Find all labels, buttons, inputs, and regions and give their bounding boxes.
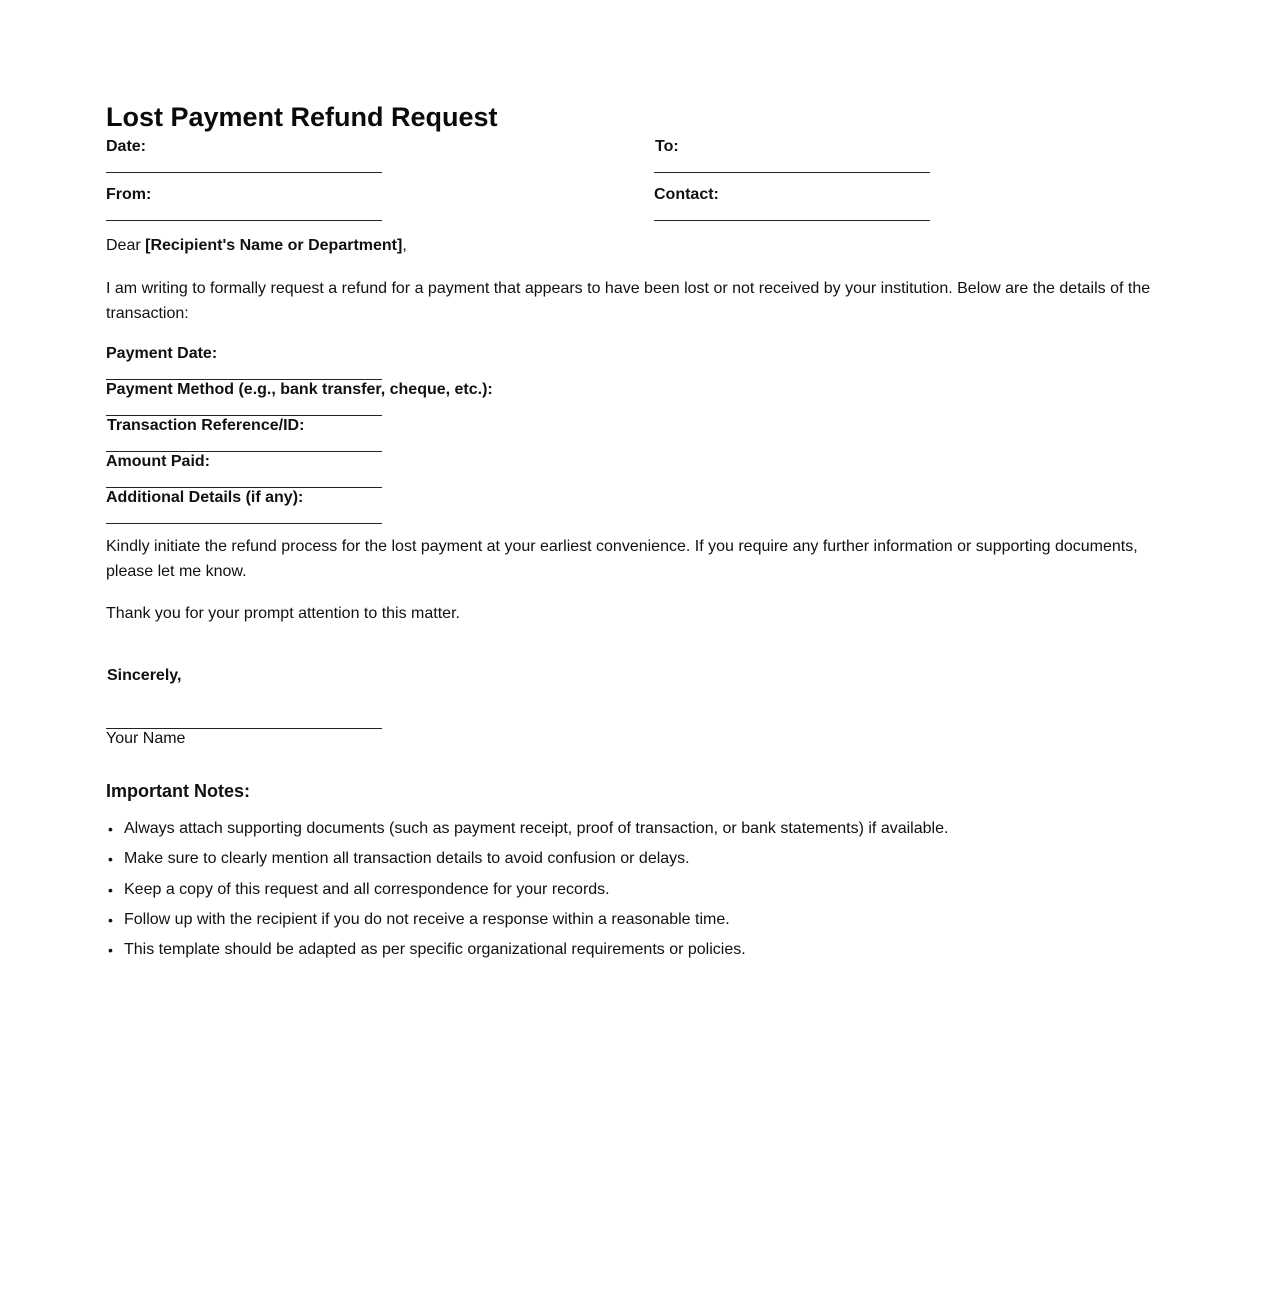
notes-list: [106, 817, 1166, 968]
bullet-icon: •: [108, 881, 113, 898]
greeting-recipient: [Recipient's Name or Department]: [145, 237, 403, 254]
transaction-reference-label: Transaction Reference/ID:: [107, 417, 305, 434]
additional-details-blank-line[interactable]: [106, 523, 382, 524]
amount-paid-label: Amount Paid:: [106, 453, 210, 470]
contact-label: Contact:: [654, 186, 719, 203]
intro-paragraph: I am writing to formally request a refund for a payment that appears to have been lost or not received by your institution. Below are the details of the transaction:: [106, 280, 1151, 322]
note-item: [106, 817, 1166, 847]
note-text: Keep a copy of this request and all correspondence for your records.: [124, 880, 610, 898]
bullet-icon: •: [108, 821, 113, 837]
request-paragraph: Kindly initiate the refund process for the lost payment at your earliest convenience. If you require any further information or supporting documents, please let me know.: [106, 538, 1138, 580]
payment-date-label: Payment Date:: [106, 345, 218, 362]
greeting-suffix: ,: [402, 237, 407, 254]
note-item: [106, 908, 1166, 938]
signature-name: Your Name: [106, 730, 186, 747]
notes-title: Important Notes:: [106, 781, 250, 801]
additional-details-label: Additional Details (if any):: [106, 489, 304, 506]
note-text: This template should be adapted as per specific organizational requirements or policies.: [124, 941, 746, 959]
note-text: Always attach supporting documents (such as payment receipt, proof of transaction, or bank statements) if available.: [124, 820, 949, 837]
bullet-icon: •: [108, 911, 113, 928]
note-text: Make sure to clearly mention all transaction details to avoid confusion or delays.: [124, 850, 690, 868]
page-title: Lost Payment Refund Request: [106, 102, 498, 132]
note-text: Follow up with the recipient if you do not receive a response within a reasonable time.: [124, 910, 730, 928]
to-label: To:: [655, 138, 679, 155]
greeting: [106, 233, 1166, 258]
from-blank-line[interactable]: [106, 220, 382, 221]
greeting-prefix: Dear: [106, 237, 146, 254]
date-blank-line[interactable]: [106, 172, 382, 173]
bullet-icon: •: [108, 851, 113, 868]
thanks-paragraph: Thank you for your prompt attention to this matter.: [106, 605, 460, 622]
note-item: [106, 847, 1166, 877]
to-blank-line[interactable]: [654, 172, 930, 173]
note-item: [106, 938, 1166, 968]
bullet-icon: •: [108, 942, 113, 959]
from-label: From:: [106, 186, 152, 203]
payment-method-label: Payment Method (e.g., bank transfer, cheque, etc.):: [106, 381, 493, 398]
signoff: Sincerely,: [107, 667, 182, 684]
note-item: [106, 878, 1166, 908]
date-label: Date:: [106, 138, 147, 155]
contact-blank-line[interactable]: [654, 220, 930, 221]
